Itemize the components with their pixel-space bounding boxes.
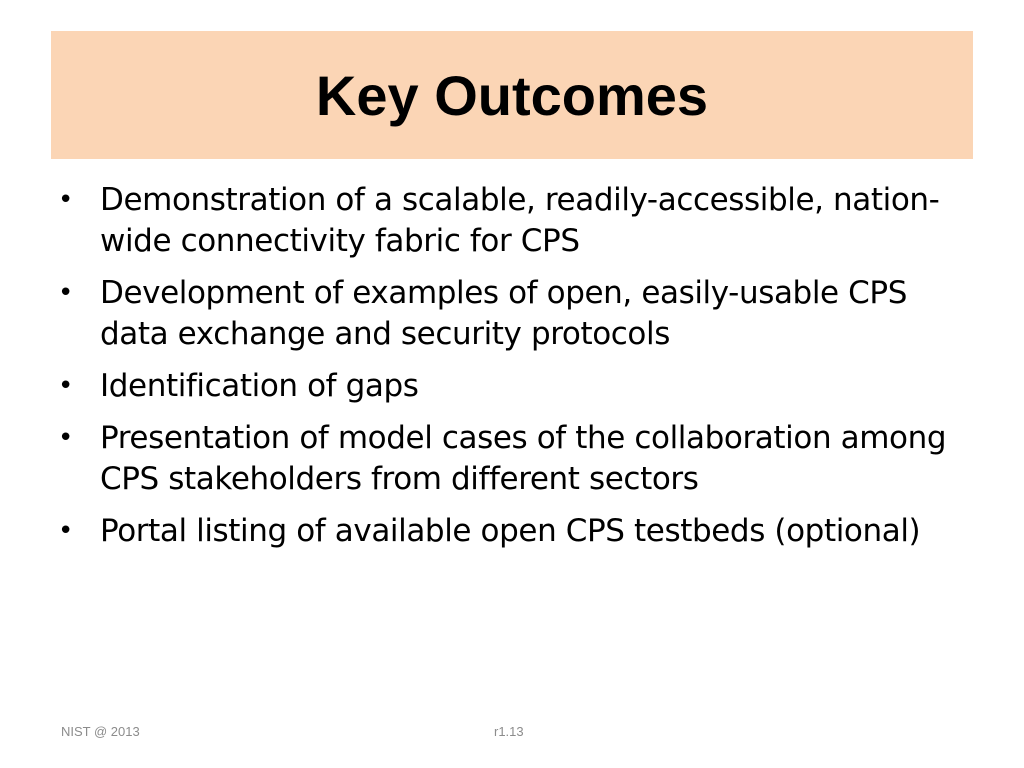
bullet-text: Portal listing of available open CPS testbeds (optional) bbox=[100, 513, 921, 549]
bullet-item bbox=[58, 366, 958, 407]
bullet-text: Presentation of model cases of the collaboration among CPS stakeholders from different sectors bbox=[100, 420, 947, 497]
bullet-icon: • bbox=[58, 423, 74, 453]
bullet-item bbox=[58, 511, 958, 552]
footer-copyright: NIST @ 2013 bbox=[61, 724, 140, 739]
bullet-item bbox=[58, 180, 958, 262]
bullet-icon: • bbox=[58, 185, 74, 215]
title-band bbox=[51, 31, 973, 159]
slide-title: Key Outcomes bbox=[315, 63, 709, 127]
bullet-text: Identification of gaps bbox=[100, 368, 419, 404]
bullet-text: Demonstration of a scalable, readily-accessible, nation-wide connectivity fabric for CPS bbox=[100, 182, 940, 259]
footer-version: r1.13 bbox=[494, 724, 524, 739]
bullet-text: Development of examples of open, easily-usable CPS data exchange and security protocols bbox=[100, 275, 907, 352]
bullet-icon: • bbox=[58, 278, 74, 308]
bullet-item bbox=[58, 273, 958, 355]
bullet-icon: • bbox=[58, 516, 74, 546]
bullet-item bbox=[58, 418, 958, 500]
bullet-icon: • bbox=[58, 371, 74, 401]
bullet-list bbox=[58, 180, 958, 563]
